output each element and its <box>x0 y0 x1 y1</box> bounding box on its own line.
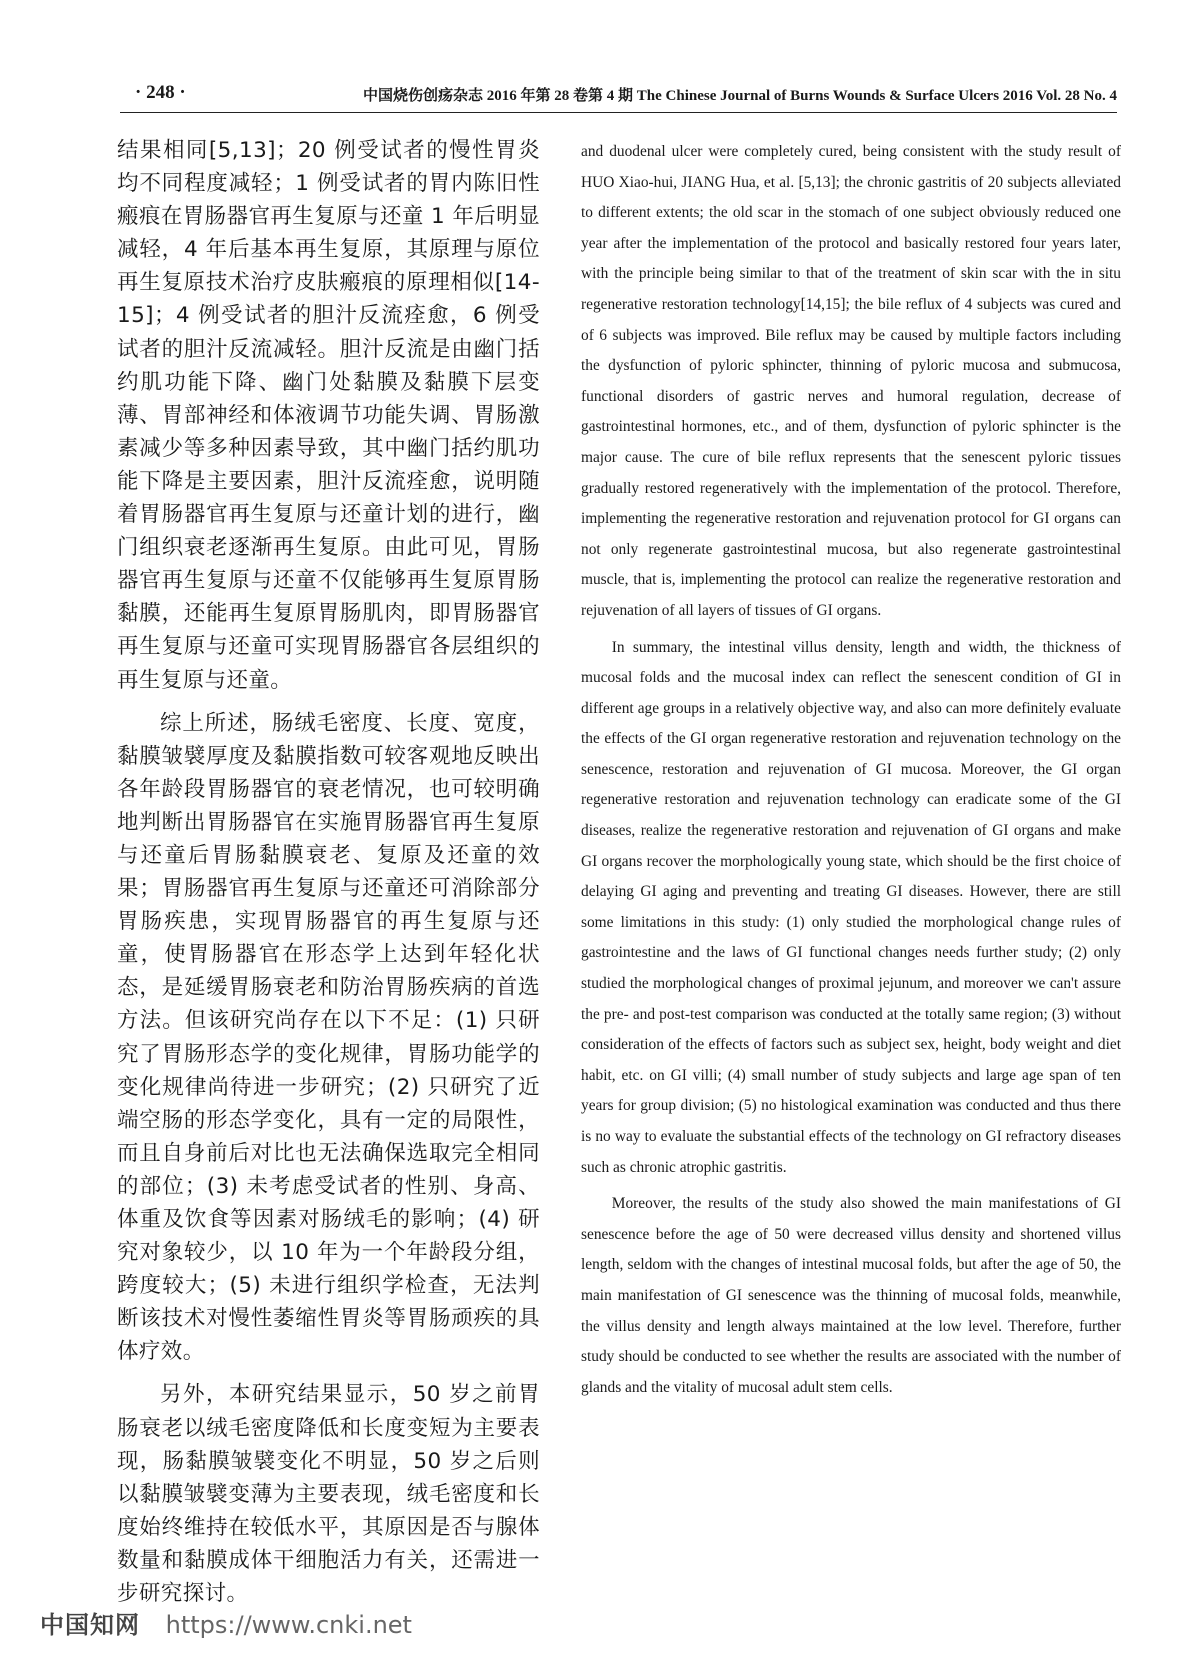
cnki-logo: 中国知网 <box>40 1611 140 1639</box>
running-head: 中国烧伤创疡杂志 2016 年第 28 卷第 4 期 The Chinese Journal of Burns Wounds & Surface Ulcers 2016 Vol. 28 No. 4 <box>363 88 1117 104</box>
chinese-paragraph: 另外，本研究结果显示，50 岁之前胃肠衰老以绒毛密度降低和长度变短为主要表现，肠黏膜皱襞变化不明显，50 岁之后则以黏膜皱襞变薄为主要表现，绒毛密度和长度始终维持在较低水平，其原因是否与腺体数量和黏膜成体干细胞活力有关，还需进一步研究探讨。 <box>117 1382 540 1607</box>
english-paragraph: Moreover, the results of the study also showed the main manifestations of GI senescence before the age of 50 were decreased villus density and shortened villus length, seldom with the changes of intestinal mucosal folds, but after the age of 50, the main manifestation of GI senescence was the thinning of mucosal folds, meanwhile, the villus density and length always maintained at the low level. Therefore, further study should be conducted to see whether the results are associated with the number of glands and the vitality of mucosal adult stem cells. <box>581 1195 1121 1396</box>
page-header <box>120 80 1117 113</box>
cnki-url-link[interactable]: https://www.cnki.net <box>165 1611 412 1639</box>
english-paragraph: and duodenal ulcer were completely cured, being consistent with the study result of HUO Xiao-hui, JIANG Hua, et al. [5,13]; the chronic gastritis of 20 subjects alleviated to different extents; the old scar in the stomach of one subject obviously reduced one year after the implementation of the protocol and basically restored four years later, with the principle being similar to that of the treatment of skin scar with the in situ regenerative restoration technology[14,15]; the bile reflux of 4 subjects was cured and of 6 subjects was improved. Bile reflux may be caused by multiple factors including the dysfunction of pyloric sphincter, thinning of pyloric mucosa and submucosa, functional disorders of gastric nerves and humoral regulation, decrease of gastrointestinal hormones, etc., and of them, dysfunction of pyloric sphincter is the major cause. The cure of bile reflux represents that the senescent pyloric tissues gradually restored regeneratively with the implementation of the protocol. Therefore, implementing the regenerative restoration and rejuvenation protocol for GI organs can not only regenerate gastrointestinal mucosa, but also regenerate gastrointestinal muscle, that is, implementing the protocol can realize the regenerative restoration and rejuvenation of all layers of tissues of GI organs. <box>581 143 1121 619</box>
chinese-paragraph: 结果相同[5,13]；20 例受试者的慢性胃炎均不同程度减轻；1 例受试者的胃内陈旧性瘢痕在胃肠器官再生复原与还童 1 年后明显减轻，4 年后基本再生复原，其原理与原位再生复原技术治疗皮肤瘢痕的原理相似[14-15]；4 例受试者的胆汁反流痊愈，6 例受试者的胆汁反流减轻。胆汁反流是由幽门括约肌功能下降、幽门处黏膜及黏膜下层变薄、胃部神经和体液调节功能失调、胃肠激素减少等多种因素导致，其中幽门括约肌功能下降是主要因素，胆汁反流痊愈，说明随着胃肠器官再生复原与还童计划的进行，幽门组织衰老逐渐再生复原。由此可见，胃肠器官再生复原与还童不仅能够再生复原胃肠黏膜，还能再生复原胃肠肌肉，即胃肠器官再生复原与还童可实现胃肠器官各层组织的再生复原与还童。 <box>117 138 540 693</box>
chinese-text-column <box>117 134 540 1610</box>
english-paragraph: In summary, the intestinal villus density, length and width, the thickness of mucosal folds and the mucosal index can reflect the senescent condition of GI in different age groups in a relatively objective way, and also can more definitely evaluate the effects of the GI organ regenerative restoration and rejuvenation technology on the senescence, restoration and rejuvenation of GI mucosa. Moreover, the GI organ regenerative restoration and rejuvenation technology can eradicate some of the GI diseases, realize the regenerative restoration and rejuvenation of GI organs and make GI organs recover the morphologically young state, which should be the first choice of delaying GI aging and preventing and treating GI diseases. However, there are still some limitations in this study: (1) only studied the morphological change rules of gastrointestine and the laws of GI functional changes needs further study; (2) only studied the morphological changes of proximal jejunum, and moreover we can't assure the pre- and post-test comparison was conducted at the totally same region; (3) without consideration of the effects of factors such as subject sex, height, body weight and diet habit, etc. on GI villi; (4) small number of study subjects and large age span of ten years for group division; (5) no histological examination was conducted and thus there is no way to evaluate the substantial effects of the technology on GI refractory diseases such as chronic atrophic gastritis. <box>581 638 1121 1176</box>
page-number: · 248 · <box>135 82 186 103</box>
cnki-watermark <box>40 1605 412 1640</box>
chinese-paragraph: 综上所述，肠绒毛密度、长度、宽度，黏膜皱襞厚度及黏膜指数可较客观地反映出各年龄段胃肠器官的衰老情况，也可较明确地判断出胃肠器官在实施胃肠器官再生复原与还童后胃肠黏膜衰老、复原及还童的效果；胃肠器官再生复原与还童还可消除部分胃肠疾患，实现胃肠器官的再生复原与还童，使胃肠器官在形态学上达到年轻化状态，是延缓胃肠衰老和防治胃肠疾病的首选方法。但该研究尚存在以下不足：(1) 只研究了胃肠形态学的变化规律，胃肠功能学的变化规律尚待进一步研究；(2) 只研究了近端空肠的形态学变化，具有一定的局限性，而且自身前后对比也无法确保选取完全相同的部位；(3) 未考虑受试者的性别、身高、体重及饮食等因素对肠绒毛的影响；(4) 研究对象较少，以 10 年为一个年龄段分组，跨度较大；(5) 未进行组织学检查，无法判断该技术对慢性萎缩性胃炎等胃肠顽疾的具体疗效。 <box>117 710 540 1365</box>
english-text-column <box>581 137 1121 1403</box>
